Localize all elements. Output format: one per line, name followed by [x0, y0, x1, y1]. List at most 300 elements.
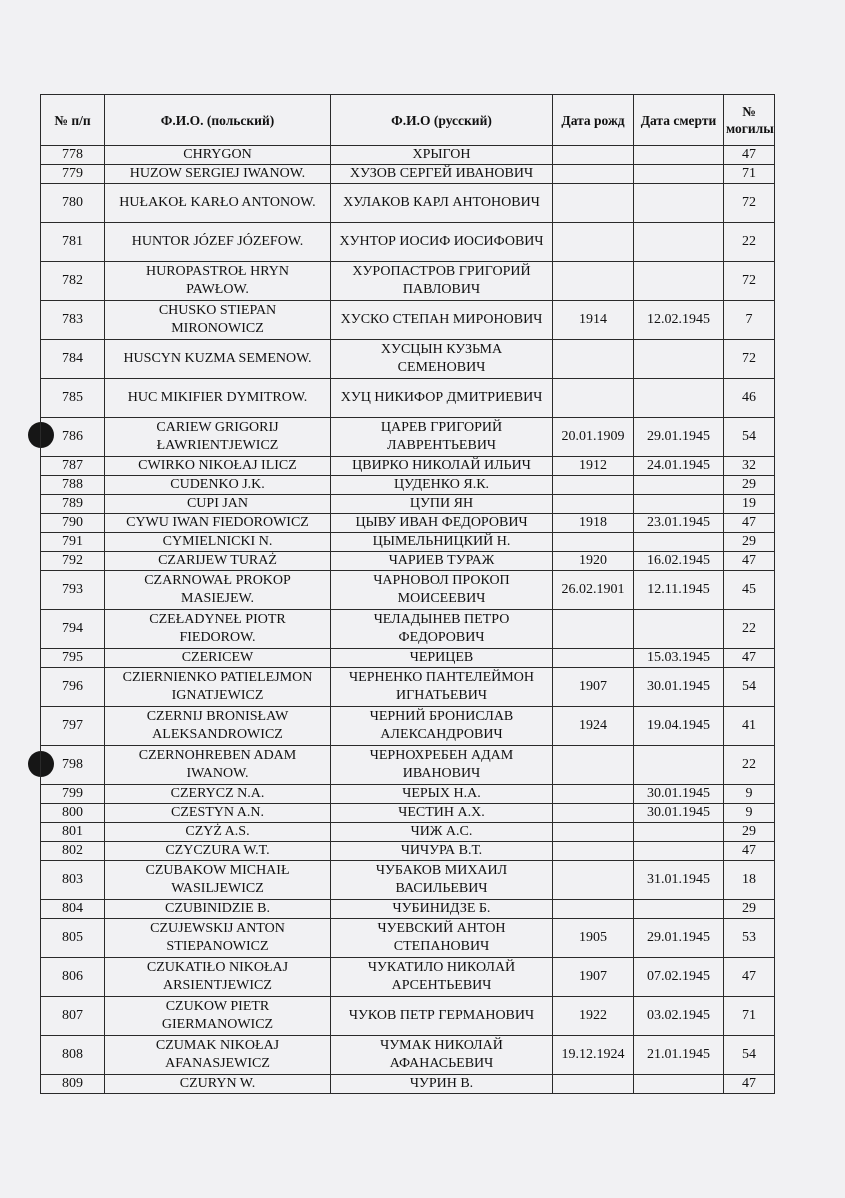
cell-number: 786	[41, 418, 105, 457]
cell-name-polish	[105, 476, 331, 495]
cell-name-polish	[105, 1036, 331, 1075]
header-name-polish: Ф.И.О. (польский)	[105, 95, 331, 146]
cell-death-date	[634, 610, 724, 649]
cell-death-date: 30.01.1945	[634, 804, 724, 823]
table-header-row	[41, 95, 775, 146]
cell-name-polish-line: CYWU IWAN FIEDOROWICZ	[126, 515, 309, 530]
table-row	[41, 340, 775, 379]
cell-name-polish-line: CZUJEWSKIJ ANTON	[150, 921, 285, 936]
cell-name-russian	[331, 1036, 553, 1075]
cell-grave-number: 54	[724, 418, 775, 457]
cell-grave-number: 54	[724, 1036, 775, 1075]
cell-name-polish-line: MASIEJEW.	[181, 591, 254, 606]
cell-name-polish	[105, 340, 331, 379]
cell-number: 797	[41, 707, 105, 746]
cell-number: 804	[41, 900, 105, 919]
cell-number: 780	[41, 184, 105, 223]
table-row	[41, 707, 775, 746]
cell-death-date: 16.02.1945	[634, 552, 724, 571]
cell-name-polish-line: CARIEW GRIGORIJ	[156, 420, 279, 435]
cell-birth-date	[553, 340, 634, 379]
header-name-russian: Ф.И.О (русский)	[331, 95, 553, 146]
cell-name-polish	[105, 823, 331, 842]
cell-name-russian	[331, 823, 553, 842]
cell-number: 795	[41, 649, 105, 668]
cell-death-date: 21.01.1945	[634, 1036, 724, 1075]
cell-name-polish-line: IWANOW.	[186, 766, 249, 781]
cell-name-russian	[331, 262, 553, 301]
cell-name-russian-line: ЧУБАКОВ МИХАИЛ	[375, 863, 508, 878]
cell-name-polish-line: CZUKOW PIETR	[165, 999, 270, 1014]
cell-name-polish-line: CHRYGON	[183, 147, 252, 162]
cell-name-russian-line: ЦУПИ ЯН	[409, 496, 474, 511]
cell-number: 802	[41, 842, 105, 861]
cell-number: 801	[41, 823, 105, 842]
table-row	[41, 476, 775, 495]
cell-birth-date	[553, 184, 634, 223]
table-row	[41, 262, 775, 301]
table-row	[41, 842, 775, 861]
cell-name-polish	[105, 785, 331, 804]
cell-name-russian-line: ЧУМАК НИКОЛАЙ	[380, 1038, 503, 1053]
cell-name-russian-line: ЧАРИЕВ ТУРАЖ	[388, 553, 495, 568]
cell-name-polish	[105, 379, 331, 418]
cell-death-date	[634, 1075, 724, 1094]
cell-name-polish-line: CZYŻ A.S.	[185, 824, 250, 839]
cell-name-polish-line: HUSCYN KUZMA SEMENOW.	[123, 351, 312, 366]
cell-name-russian	[331, 476, 553, 495]
cell-name-polish-line: STIEPANOWICZ	[166, 939, 269, 954]
cell-name-polish-line: CZESTYN A.N.	[171, 805, 264, 820]
cell-name-russian	[331, 418, 553, 457]
cell-name-russian-line: ХУСЦЫН КУЗЬМА	[380, 342, 503, 357]
cell-name-polish	[105, 223, 331, 262]
cell-name-russian-line: ЧЕРНЕНКО ПАНТЕЛЕЙМОН	[349, 670, 534, 685]
cell-name-russian	[331, 552, 553, 571]
cell-name-russian-line: АРСЕНТЬЕВИЧ	[391, 978, 492, 993]
cell-death-date	[634, 900, 724, 919]
cell-number: 778	[41, 146, 105, 165]
cell-name-polish	[105, 804, 331, 823]
cell-grave-number: 19	[724, 495, 775, 514]
cell-death-date: 24.01.1945	[634, 457, 724, 476]
table-row	[41, 184, 775, 223]
cell-name-russian	[331, 146, 553, 165]
cell-name-polish-line: HUNTOR JÓZEF JÓZEFOW.	[131, 234, 304, 249]
cell-death-date	[634, 165, 724, 184]
cell-death-date	[634, 223, 724, 262]
cell-name-russian-line: ХРЫГОН	[412, 147, 471, 162]
cell-birth-date: 1924	[553, 707, 634, 746]
cell-death-date	[634, 146, 724, 165]
cell-birth-date	[553, 861, 634, 900]
cell-name-russian	[331, 900, 553, 919]
cell-death-date: 03.02.1945	[634, 997, 724, 1036]
cell-name-polish	[105, 418, 331, 457]
cell-name-russian-line: ЧЕСТИН А.Х.	[398, 805, 485, 820]
cell-name-polish	[105, 552, 331, 571]
cell-name-polish-line: GIERMANOWICZ	[161, 1017, 274, 1032]
cell-death-date: 29.01.1945	[634, 418, 724, 457]
cell-grave-number: 47	[724, 842, 775, 861]
cell-death-date: 30.01.1945	[634, 785, 724, 804]
cell-name-polish	[105, 514, 331, 533]
cell-number: 781	[41, 223, 105, 262]
cell-number: 808	[41, 1036, 105, 1075]
cell-name-russian	[331, 668, 553, 707]
cell-name-russian-line: ВАСИЛЬЕВИЧ	[395, 881, 488, 896]
cell-name-polish-line: CZERNOHREBEN ADAM	[138, 748, 297, 763]
cell-number: 806	[41, 958, 105, 997]
cell-grave-number: 47	[724, 514, 775, 533]
cell-name-polish-line: CZURYN W.	[179, 1076, 256, 1091]
table-row	[41, 823, 775, 842]
cell-name-russian-line: СЕМЕНОВИЧ	[397, 360, 486, 375]
cell-grave-number: 29	[724, 900, 775, 919]
cell-grave-number: 47	[724, 552, 775, 571]
cell-number: 803	[41, 861, 105, 900]
cell-name-polish	[105, 533, 331, 552]
cell-name-russian	[331, 379, 553, 418]
cell-name-russian	[331, 958, 553, 997]
header-grave-line2: могилы	[726, 121, 774, 136]
header-grave-number	[724, 95, 775, 146]
cell-name-russian-line: ХУСКО СТЕПАН МИРОНОВИЧ	[340, 312, 543, 327]
cell-death-date	[634, 842, 724, 861]
cell-death-date	[634, 184, 724, 223]
table-row	[41, 861, 775, 900]
cell-birth-date: 26.02.1901	[553, 571, 634, 610]
table-row	[41, 379, 775, 418]
cell-name-russian	[331, 340, 553, 379]
cell-birth-date	[553, 223, 634, 262]
cell-birth-date: 1922	[553, 997, 634, 1036]
cell-number: 799	[41, 785, 105, 804]
cell-name-russian	[331, 223, 553, 262]
cell-birth-date	[553, 495, 634, 514]
cell-name-russian-line: ХУЗОВ СЕРГЕЙ ИВАНОВИЧ	[349, 166, 534, 181]
cell-birth-date: 1907	[553, 958, 634, 997]
cell-grave-number: 45	[724, 571, 775, 610]
cell-name-polish	[105, 457, 331, 476]
cell-name-russian	[331, 571, 553, 610]
cell-number: 787	[41, 457, 105, 476]
cell-death-date	[634, 823, 724, 842]
table-row	[41, 533, 775, 552]
cell-name-polish-line: FIEDOROW.	[179, 630, 256, 645]
cell-name-russian-line: ЧЕРИЦЕВ	[409, 650, 474, 665]
table-row	[41, 649, 775, 668]
cell-name-polish	[105, 919, 331, 958]
cell-name-polish-line: CYMIELNICKI N.	[162, 534, 273, 549]
table-row	[41, 1075, 775, 1094]
cell-grave-number: 72	[724, 262, 775, 301]
cell-name-russian	[331, 514, 553, 533]
cell-name-russian-line: МОИСЕЕВИЧ	[397, 591, 486, 606]
cell-name-russian	[331, 707, 553, 746]
cell-name-russian-line: АФАНАСЬЕВИЧ	[389, 1056, 494, 1071]
table-row	[41, 668, 775, 707]
cell-number: 790	[41, 514, 105, 533]
header-death-date: Дата смерти	[634, 95, 724, 146]
table-row	[41, 514, 775, 533]
cell-name-russian-line: ЧЕЛАДЫНЕВ ПЕТРО	[373, 612, 510, 627]
cell-grave-number: 47	[724, 1075, 775, 1094]
table-row	[41, 552, 775, 571]
cell-death-date	[634, 262, 724, 301]
cell-death-date: 15.03.1945	[634, 649, 724, 668]
cell-number: 809	[41, 1075, 105, 1094]
cell-grave-number: 22	[724, 223, 775, 262]
cell-name-russian-line: СТЕПАНОВИЧ	[393, 939, 490, 954]
table-row	[41, 900, 775, 919]
cell-number: 789	[41, 495, 105, 514]
cell-name-polish-line: CZERICEW	[181, 650, 254, 665]
cell-number: 794	[41, 610, 105, 649]
cell-name-polish-line: CHUSKO STIEPAN	[158, 303, 277, 318]
cell-name-russian-line: ЧЕРНОХРЕБЕН АДАМ	[369, 748, 514, 763]
cell-name-polish-line: CZEŁADYNEŁ PIOTR	[149, 612, 286, 627]
cell-grave-number: 18	[724, 861, 775, 900]
cell-number: 792	[41, 552, 105, 571]
cell-number: 783	[41, 301, 105, 340]
cell-name-russian-line: ЦАРЕВ ГРИГОРИЙ	[380, 420, 503, 435]
cell-name-russian-line: ЧУБИНИДЗЕ Б.	[392, 901, 491, 916]
cell-name-polish-line: CZYCZURA W.T.	[165, 843, 270, 858]
cell-name-polish-line: CZARNOWAŁ PROKOP	[144, 573, 291, 588]
cell-grave-number: 9	[724, 785, 775, 804]
cell-number: 807	[41, 997, 105, 1036]
cell-number: 782	[41, 262, 105, 301]
cell-name-russian-line: АЛЕКСАНДРОВИЧ	[380, 727, 503, 742]
cell-name-russian-line: ЧЕРНИЙ БРОНИСЛАВ	[369, 709, 514, 724]
cell-birth-date: 1914	[553, 301, 634, 340]
cell-name-russian	[331, 184, 553, 223]
cell-grave-number: 22	[724, 746, 775, 785]
cell-birth-date	[553, 1075, 634, 1094]
cell-birth-date	[553, 476, 634, 495]
cell-death-date: 19.04.1945	[634, 707, 724, 746]
cell-number: 791	[41, 533, 105, 552]
cell-name-russian	[331, 746, 553, 785]
cell-name-russian-line: ЧУЕВСКИЙ АНТОН	[377, 921, 506, 936]
cell-name-polish-line: HUC MIKIFIER DYMITROW.	[127, 390, 308, 405]
cell-name-polish	[105, 861, 331, 900]
cell-name-russian-line: ХУРОПАСТРОВ ГРИГОРИЙ	[352, 264, 531, 279]
cell-birth-date	[553, 533, 634, 552]
cell-name-russian-line: ХУЛАКОВ КАРЛ АНТОНОВИЧ	[343, 195, 540, 210]
cell-grave-number: 71	[724, 997, 775, 1036]
table-row	[41, 146, 775, 165]
cell-grave-number: 72	[724, 184, 775, 223]
cell-name-polish-line: HUZOW SERGIEJ IWANOW.	[129, 166, 306, 181]
cell-name-polish-line: ŁAWRIENTJEWICZ	[156, 438, 279, 453]
cell-grave-number: 7	[724, 301, 775, 340]
cell-name-russian-line: ЦУДЕНКО Я.К.	[393, 477, 490, 492]
table-row	[41, 746, 775, 785]
cell-name-russian-line: ЧУКАТИЛО НИКОЛАЙ	[367, 960, 516, 975]
cell-name-russian-line: ЧИЧУРА В.Т.	[400, 843, 483, 858]
cell-name-polish-line: HUŁAKOŁ KARŁO ANTONOW.	[119, 195, 316, 210]
cell-name-polish	[105, 1075, 331, 1094]
header-number: № п/п	[41, 95, 105, 146]
cell-death-date	[634, 495, 724, 514]
cell-name-russian	[331, 533, 553, 552]
cell-birth-date	[553, 804, 634, 823]
cell-number: 779	[41, 165, 105, 184]
cell-grave-number: 29	[724, 823, 775, 842]
cell-name-polish	[105, 146, 331, 165]
cell-birth-date	[553, 649, 634, 668]
cell-death-date: 30.01.1945	[634, 668, 724, 707]
cell-name-russian	[331, 842, 553, 861]
cell-birth-date	[553, 785, 634, 804]
cell-birth-date	[553, 262, 634, 301]
cell-grave-number: 71	[724, 165, 775, 184]
cell-birth-date	[553, 823, 634, 842]
cell-name-russian-line: ХУЦ НИКИФОР ДМИТРИЕВИЧ	[340, 390, 543, 405]
cell-death-date: 12.02.1945	[634, 301, 724, 340]
cell-number: 784	[41, 340, 105, 379]
cell-birth-date: 1907	[553, 668, 634, 707]
table-row	[41, 1036, 775, 1075]
cell-birth-date	[553, 746, 634, 785]
cell-name-polish-line: CUDENKO J.K.	[170, 477, 265, 492]
cell-grave-number: 46	[724, 379, 775, 418]
cell-name-polish	[105, 707, 331, 746]
cell-grave-number: 72	[724, 340, 775, 379]
cell-name-russian	[331, 610, 553, 649]
table-row	[41, 958, 775, 997]
cell-grave-number: 47	[724, 958, 775, 997]
cell-name-polish-line: PAWŁOW.	[186, 282, 249, 297]
cell-name-polish-line: CWIRKO NIKOŁAJ ILICZ	[138, 458, 297, 473]
cell-name-russian	[331, 997, 553, 1036]
cell-name-polish-line: HUROPASTROŁ HRYN	[145, 264, 289, 279]
cell-name-polish	[105, 262, 331, 301]
cell-death-date	[634, 746, 724, 785]
table-row	[41, 418, 775, 457]
cell-name-polish	[105, 649, 331, 668]
cell-name-polish	[105, 301, 331, 340]
cell-death-date	[634, 379, 724, 418]
cell-name-russian-line: ПАВЛОВИЧ	[402, 282, 481, 297]
table-row	[41, 165, 775, 184]
cell-name-polish-line: CUPI JAN	[186, 496, 249, 511]
cell-name-russian	[331, 649, 553, 668]
cell-death-date: 23.01.1945	[634, 514, 724, 533]
cell-birth-date	[553, 610, 634, 649]
cell-name-polish-line: CZUBAKOW MICHAIŁ	[145, 863, 290, 878]
cell-grave-number: 47	[724, 649, 775, 668]
table-body	[41, 146, 775, 1094]
table-row	[41, 301, 775, 340]
cell-name-russian	[331, 804, 553, 823]
cell-name-polish	[105, 997, 331, 1036]
table-row	[41, 804, 775, 823]
cell-number: 793	[41, 571, 105, 610]
cell-name-russian	[331, 861, 553, 900]
table-row	[41, 919, 775, 958]
cell-name-russian	[331, 919, 553, 958]
cell-grave-number: 47	[724, 146, 775, 165]
cell-grave-number: 22	[724, 610, 775, 649]
cell-name-russian	[331, 495, 553, 514]
cell-birth-date: 1912	[553, 457, 634, 476]
cell-name-polish-line: CZUKATIŁO NIKOŁAJ	[146, 960, 289, 975]
header-grave-line1: №	[742, 104, 756, 119]
cell-death-date	[634, 340, 724, 379]
cell-name-russian-line: ЧЕРЫХ Н.А.	[402, 786, 481, 801]
table-row	[41, 571, 775, 610]
cell-grave-number: 54	[724, 668, 775, 707]
cell-birth-date: 19.12.1924	[553, 1036, 634, 1075]
cell-name-polish	[105, 571, 331, 610]
cell-birth-date: 1918	[553, 514, 634, 533]
cell-name-russian-line: ЛАВРЕНТЬЕВИЧ	[386, 438, 497, 453]
table-row	[41, 223, 775, 262]
cell-death-date: 29.01.1945	[634, 919, 724, 958]
cell-grave-number: 32	[724, 457, 775, 476]
cell-birth-date	[553, 146, 634, 165]
table-row	[41, 457, 775, 476]
cell-name-polish-line: ALEKSANDROWICZ	[152, 727, 283, 742]
cell-name-russian-line: ФЕДОРОВИЧ	[398, 630, 485, 645]
cell-grave-number: 29	[724, 476, 775, 495]
cell-name-russian-line: ЧИЖ А.С.	[410, 824, 473, 839]
header-birth-date: Дата рожд	[553, 95, 634, 146]
cell-name-polish-line: CZIERNIENKO PATIELEJMON	[122, 670, 313, 685]
cell-name-polish	[105, 184, 331, 223]
cell-death-date: 31.01.1945	[634, 861, 724, 900]
cell-name-polish	[105, 668, 331, 707]
cell-name-polish-line: CZUMAK NIKOŁAJ	[155, 1038, 280, 1053]
cell-death-date	[634, 476, 724, 495]
cell-birth-date: 1920	[553, 552, 634, 571]
cell-name-russian	[331, 457, 553, 476]
cell-number: 788	[41, 476, 105, 495]
cell-name-russian	[331, 785, 553, 804]
burial-register-table	[40, 94, 775, 1094]
cell-name-polish	[105, 495, 331, 514]
cell-birth-date: 1905	[553, 919, 634, 958]
cell-name-polish-line: CZERYCZ N.A.	[170, 786, 265, 801]
cell-name-polish	[105, 900, 331, 919]
cell-number: 798	[41, 746, 105, 785]
cell-name-polish-line: CZUBINIDZIE B.	[165, 901, 270, 916]
cell-name-russian-line: ХУНТОР ИОСИФ ИОСИФОВИЧ	[339, 234, 544, 249]
cell-death-date: 12.11.1945	[634, 571, 724, 610]
cell-name-russian	[331, 165, 553, 184]
table-row	[41, 610, 775, 649]
cell-number: 785	[41, 379, 105, 418]
cell-name-polish-line: IGNATJEWICZ	[171, 688, 264, 703]
cell-name-russian	[331, 1075, 553, 1094]
cell-name-polish-line: WASILJEWICZ	[171, 881, 264, 896]
cell-name-polish-line: ARSIENTJEWICZ	[163, 978, 272, 993]
cell-name-russian-line: ЦЫМЕЛЬНИЦКИЙ Н.	[372, 534, 511, 549]
cell-name-polish	[105, 165, 331, 184]
cell-name-polish-line: CZARIJEW TURAŻ	[158, 553, 277, 568]
cell-number: 805	[41, 919, 105, 958]
cell-birth-date	[553, 842, 634, 861]
cell-death-date	[634, 533, 724, 552]
cell-name-russian-line: ЧУКОВ ПЕТР ГЕРМАНОВИЧ	[348, 1008, 535, 1023]
cell-number: 796	[41, 668, 105, 707]
cell-death-date: 07.02.1945	[634, 958, 724, 997]
cell-name-russian-line: ЧУРИН В.	[409, 1076, 474, 1091]
cell-name-polish-line: MIRONOWICZ	[171, 321, 264, 336]
